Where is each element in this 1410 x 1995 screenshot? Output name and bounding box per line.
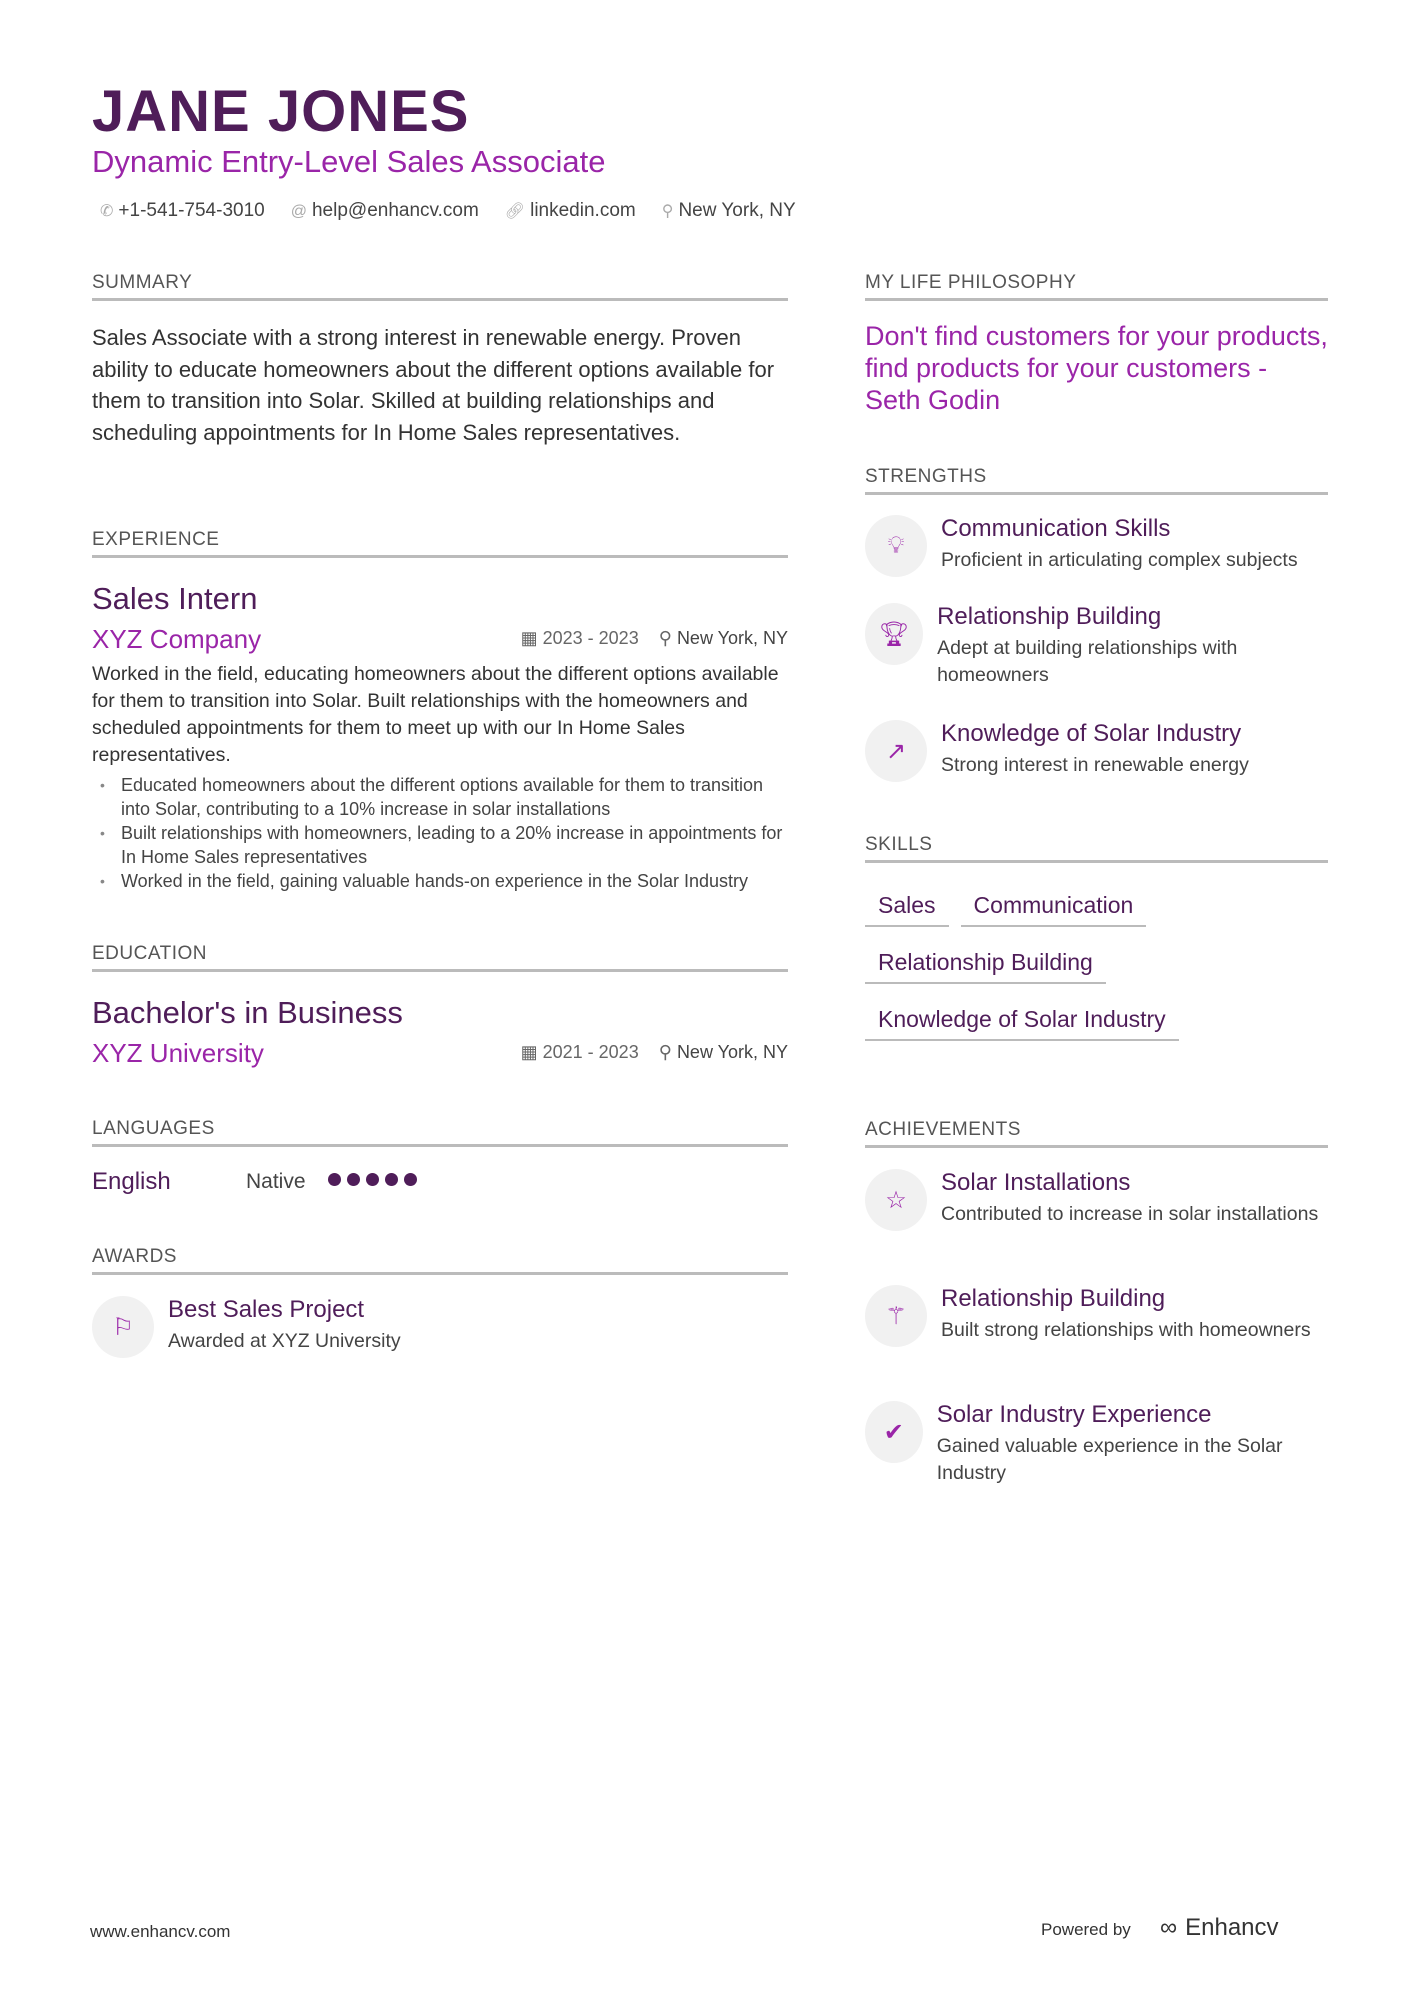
language-name: English	[92, 1168, 171, 1195]
star-icon: ☆	[865, 1169, 927, 1231]
enhancv-logo[interactable]: ∞ Enhancv	[1160, 1914, 1279, 1941]
strategy-icon: ↗	[865, 720, 927, 782]
calendar-icon: ▦	[520, 628, 538, 648]
footer-website[interactable]: www.enhancv.com	[90, 1922, 231, 1941]
philosophy-heading: MY LIFE PHILOSOPHY	[865, 272, 1328, 301]
philosophy-quote: Don't find customers for your products, find products for your customers - Seth Godin	[865, 321, 1328, 415]
strength-item: 💡︎ Communication Skills Proficient in articulating complex subjects	[865, 515, 1328, 577]
skill-tag: Knowledge of Solar Industry	[865, 1006, 1179, 1041]
summary-text: Sales Associate with a strong interest in renewable energy. Proven ability to educate homeowners about the different options available for them to transition into Solar. Skilled at building relationships and scheduling appointments for In Home Sales representatives.	[92, 325, 775, 446]
achievement-item: ✔ Solar Industry Experience Gained valuable experience in the Solar Industry	[865, 1401, 1328, 1487]
calendar-icon: ▦	[520, 1042, 538, 1062]
degree: Bachelor's in Business	[92, 995, 403, 1030]
job-bullets	[92, 773, 788, 893]
strengths-heading: STRENGTHS	[865, 466, 1328, 495]
skill-tag: Relationship Building	[865, 949, 1106, 984]
checkmark-icon: ✔	[865, 1401, 923, 1463]
flag-icon: ⚐	[92, 1296, 154, 1358]
contact-location: ⚲ New York, NY	[661, 200, 796, 221]
job-role: Sales Intern	[92, 581, 258, 616]
summary-heading: SUMMARY	[92, 272, 788, 301]
award-desc: Awarded at XYZ University	[168, 1330, 401, 1352]
contact-phone[interactable]: ✆ +1-541-754-3010	[100, 200, 265, 221]
footer-powered-by: Powered by	[1041, 1920, 1131, 1939]
skills-list	[865, 892, 1328, 1041]
job-description: Worked in the field, educating homeowners about the different options available for them to transition into Solar. Built relationships with the homeowners and scheduled appointments for them to meet up with our In Home Sales representatives.	[92, 663, 779, 766]
award-title: Best Sales Project	[168, 1296, 365, 1323]
education-meta: ▦ 2021 - 2023 ⚲ New York, NY	[520, 1042, 788, 1062]
location-icon: ⚲	[661, 203, 674, 220]
contact-link[interactable]: 🔗︎ linkedin.com	[504, 200, 636, 221]
experience-heading: EXPERIENCE	[92, 529, 788, 558]
job-meta: ▦ 2023 - 2023 ⚲ New York, NY	[520, 628, 788, 648]
magic-wand-icon: ⚚	[865, 1285, 927, 1347]
proficiency-dots	[328, 1173, 423, 1191]
lightbulb-icon: 💡︎	[865, 515, 927, 577]
link-icon: 🔗︎	[504, 203, 526, 220]
skill-tag: Sales	[865, 892, 949, 927]
bullet: • Built relationships with homeowners, leading to a 20% increase in appointments for In Home Sales representatives	[92, 821, 788, 869]
achievement-item: ☆ Solar Installations Contributed to increase in solar installations	[865, 1169, 1328, 1231]
contact-bar	[100, 200, 796, 222]
candidate-name: JANE JONES	[92, 79, 470, 144]
bullet: • Worked in the field, gaining valuable hands-on experience in the Solar Industry	[92, 869, 788, 893]
contact-email[interactable]: @ help@enhancv.com	[290, 200, 479, 221]
job-company: XYZ Company	[92, 624, 262, 654]
skill-tag: Communication	[961, 892, 1147, 927]
candidate-title: Dynamic Entry-Level Sales Associate	[92, 144, 606, 179]
trophy-icon: 🏆︎	[865, 603, 923, 665]
phone-icon: ✆	[100, 203, 114, 220]
school: XYZ University	[92, 1038, 264, 1068]
enhancv-logo-icon: ∞	[1160, 1914, 1178, 1941]
location-icon: ⚲	[658, 1042, 672, 1062]
language-item	[92, 1168, 788, 1196]
skills-heading: SKILLS	[865, 834, 1328, 863]
achievements-heading: ACHIEVEMENTS	[865, 1119, 1328, 1148]
achievement-item: ⚚ Relationship Building Built strong relationships with homeowners	[865, 1285, 1328, 1347]
language-level: Native	[246, 1170, 306, 1193]
strength-item: 🏆︎ Relationship Building Adept at building relationships with homeowners	[865, 603, 1328, 689]
bullet: • Educated homeowners about the different options available for them to transition into Solar, contributing to a 10% increase in solar installations	[92, 773, 788, 821]
strength-item: ↗ Knowledge of Solar Industry Strong interest in renewable energy	[865, 720, 1328, 782]
award-item	[92, 1296, 788, 1358]
at-icon: @	[290, 203, 307, 220]
languages-heading: LANGUAGES	[92, 1118, 788, 1147]
awards-heading: AWARDS	[92, 1246, 788, 1275]
education-heading: EDUCATION	[92, 943, 788, 972]
location-icon: ⚲	[658, 628, 672, 648]
